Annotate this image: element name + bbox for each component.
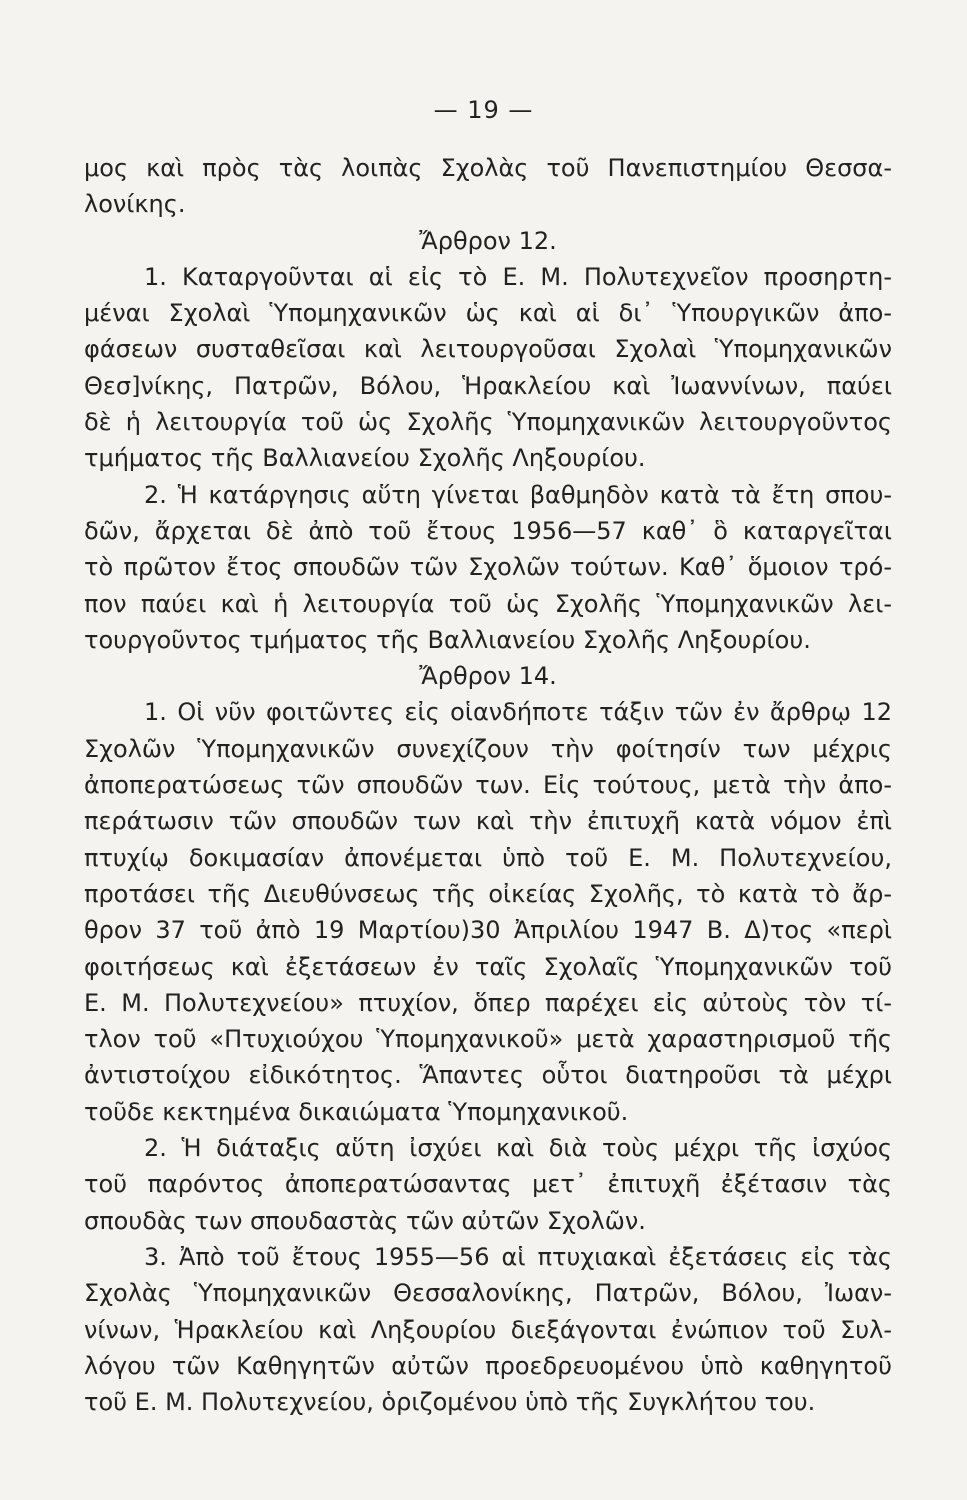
text-line: τμήματος τῆς Βαλλιανείου Σχολῆς Ληξουρίου. [84,444,646,473]
text-line: πτυχίῳ δοκιμασίαν ἀπονέμεται ὑπὸ τοῦ Ε. Μ. Πολυτεχνείου, [84,843,892,872]
text-line: ἀποπερατώσεως τῶν σπουδῶν των. Εἰς τούτους, μετὰ τὴν ἀπο- [84,771,892,800]
text-line: δῶν, ἄρχεται δὲ ἀπὸ τοῦ ἔτους 1956—57 καθ᾽ ὃ καταργεῖται [84,516,892,545]
text-line: Θεσ]νίκης, Πατρῶν, Βόλου, Ἡρακλείου καὶ Ἰωαννίνων, παύει [84,371,892,400]
text-line: Ε. Μ. Πολυτεχνείου» πτυχίον, ὅπερ παρέχει εἰς αὐτοὺς τὸν τί- [84,988,892,1017]
text-line: τοῦ παρόντος ἀποπερατώσαντας μετ᾽ ἐπιτυχῆ ἐξέτασιν τὰς [84,1170,892,1199]
text-line: προτάσει τῆς Διευθύνσεως τῆς οἰκείας Σχολῆς, τὸ κατὰ τὸ ἄρ- [84,879,892,908]
text-line: φάσεων συσταθεῖσαι καὶ λειτουργοῦσαι Σχολαὶ Ὑπομηχανικῶν [84,335,892,364]
text-line: 3. Ἀπὸ τοῦ ἔτους 1955—56 αἱ πτυχιακαὶ ἐξετάσεις εἰς τὰς [144,1242,892,1271]
text-line: 2. Ἡ διάταξις αὕτη ἰσχύει καὶ διὰ τοὺς μέχρι τῆς ἰσχύος [144,1134,892,1163]
text-line: Σχολὰς Ὑπομηχανικῶν Θεσσαλονίκης, Πατρῶν, Βόλου, Ἰωαν- [84,1279,892,1308]
text-line: περάτωσιν τῶν σπουδῶν των καὶ τὴν ἐπιτυχῆ κατὰ νόμον ἐπὶ [84,807,892,836]
page-number: — 19 — [433,96,534,124]
text-line: 2. Ἡ κατάργησις αὕτη γίνεται βαθμηδὸν κατὰ τὰ ἔτη σπου- [144,480,892,509]
text-line: πον παύει καὶ ἡ λειτουργία τοῦ ὡς Σχολῆς Ὑπομηχανικῶν λει- [84,589,892,618]
text-line: τουργοῦντος τμήματος τῆς Βαλλιανείου Σχολῆς Ληξουρίου. [84,625,811,654]
text-line: μέναι Σχολαὶ Ὑπομηχανικῶν ὡς καὶ αἱ δι᾽ Ὑπουργικῶν ἀπο- [84,299,892,328]
article-heading: Ἄρθρον 14. [419,662,557,691]
text-line: τοῦ Ε. Μ. Πολυτεχνείου, ὁριζομένου ὑπὸ τῆς Συγκλήτου του. [84,1388,816,1417]
text-line: λονίκης. [84,190,186,219]
text-line: 1. Οἱ νῦν φοιτῶντες εἰς οἱανδήποτε τάξιν τῶν ἐν ἄρθρῳ 12 [144,698,892,727]
text-line: θρον 37 τοῦ ἀπὸ 19 Μαρτίου)30 Ἀπριλίου 1947 Β. Δ)τος «περὶ [84,916,892,945]
text-line: λόγου τῶν Καθηγητῶν αὐτῶν προεδρευομένου ὑπὸ καθηγητοῦ [84,1351,892,1380]
text-line: σπουδὰς των σπουδαστὰς τῶν αὐτῶν Σχολῶν. [84,1206,646,1235]
text-line: 1. Καταργοῦνται αἱ εἰς τὸ Ε. Μ. Πολυτεχνεῖον προσηρτη- [144,262,892,291]
text-line: τλον τοῦ «Πτυχιούχου Ὑπομηχανικοῦ» μετὰ χαραστηρισμοῦ τῆς [84,1025,892,1054]
text-line: φοιτήσεως καὶ ἐξετάσεων ἐν ταῖς Σχολαῖς Ὑπομηχανικῶν τοῦ [84,952,892,981]
text-line: Σχολῶν Ὑπομηχανικῶν συνεχίζουν τὴν φοίτησίν των μέχρις [84,734,892,763]
text-line: ἀντιστοίχου εἰδικότητος. Ἅπαντες οὗτοι διατηροῦσι τὰ μέχρι [84,1061,892,1090]
text-line: δὲ ἡ λειτουργία τοῦ ὡς Σχολῆς Ὑπομηχανικῶν λειτουργοῦντος [84,408,892,437]
text-line: μος καὶ πρὸς τὰς λοιπὰς Σχολὰς τοῦ Πανεπιστημίου Θεσσα- [84,154,892,182]
text-line: τὸ πρῶτον ἔτος σπουδῶν τῶν Σχολῶν τούτων. Καθ᾽ ὅμοιον τρό- [84,553,892,582]
article-heading: Ἄρθρον 12. [419,226,557,255]
text-line: νίνων, Ἡρακλείου καὶ Ληξουρίου διεξάγονται ἐνώπιον τοῦ Συλ- [84,1315,892,1344]
body-text [84,150,892,1420]
text-line: τοῦδε κεκτημένα δικαιώματα Ὑπομηχανικοῦ. [84,1097,629,1126]
